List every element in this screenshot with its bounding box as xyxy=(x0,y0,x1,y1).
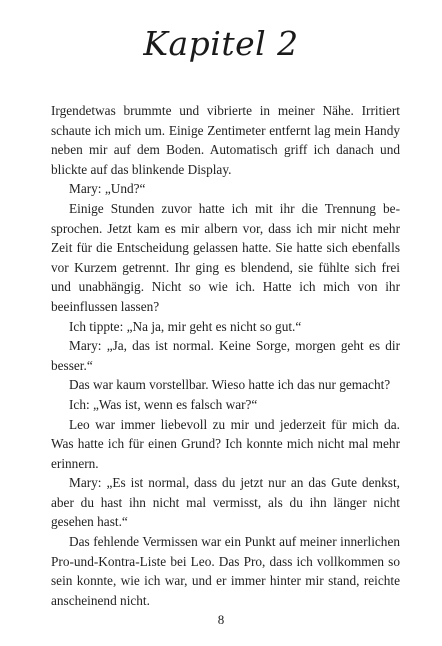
paragraph: Irgendetwas brummte und vibrierte in meiner Nähe. Irritiert schaute ich mich um. Einige Zentimeter entfernt lag mein Handy neben mir auf dem Boden. Automatisch griff ich danach und blickte auf das blinkende Display. xyxy=(51,103,400,177)
paragraph: Leo war immer liebevoll zu mir und jederzeit für mich da. Was hatte ich für einen Grund? Ich konnte mich nicht mal mehr erinnern. xyxy=(51,416,400,471)
chapter-body xyxy=(51,101,400,610)
paragraph: Mary: „Und?“ xyxy=(69,181,146,197)
paragraph: Ich tippte: „Na ja, mir geht es nicht so gut.“ xyxy=(69,318,302,334)
paragraph: Ich: „Was ist, wenn es falsch war?“ xyxy=(69,396,258,412)
paragraph: Einige Stunden zuvor hatte ich mit ihr die Trennung besprochen. Jetzt kam es mir albern vor, dass ich mir nicht mehr Zeit für die Entscheidung gelassen hatte. Sie hatte sich ebenfalls vor Kurzem getrennt. Ihr ging es blendend, sie fühlte sich frei und unabhängig. Nicht so wie ich. Hatte ich mich von ihr beeinflussen lassen? xyxy=(51,200,400,314)
paragraph: Mary: „Es ist normal, dass du jetzt nur an das Gute denkst, aber du hast ihn nicht mal vermisst, als du ihn länger nicht gesehen hast.“ xyxy=(51,475,400,530)
paragraph: Mary: „Ja, das ist normal. Keine Sorge, morgen geht es dir besser.“ xyxy=(51,338,400,373)
paragraph: Das war kaum vorstellbar. Wieso hatte ich das nur gemacht? xyxy=(69,377,391,393)
page-number: 8 xyxy=(217,612,225,627)
chapter-title: Kapitel 2 xyxy=(143,24,299,63)
paragraph: Das fehlende Vermissen war ein Punkt auf meiner innerlichen Pro-und-Kontra-Liste bei Leo. Das Pro, dass ich vollkommen so sein konnte, wie ich war, und er immer hinter mir stand, reichte anscheinend nicht. xyxy=(51,534,400,608)
